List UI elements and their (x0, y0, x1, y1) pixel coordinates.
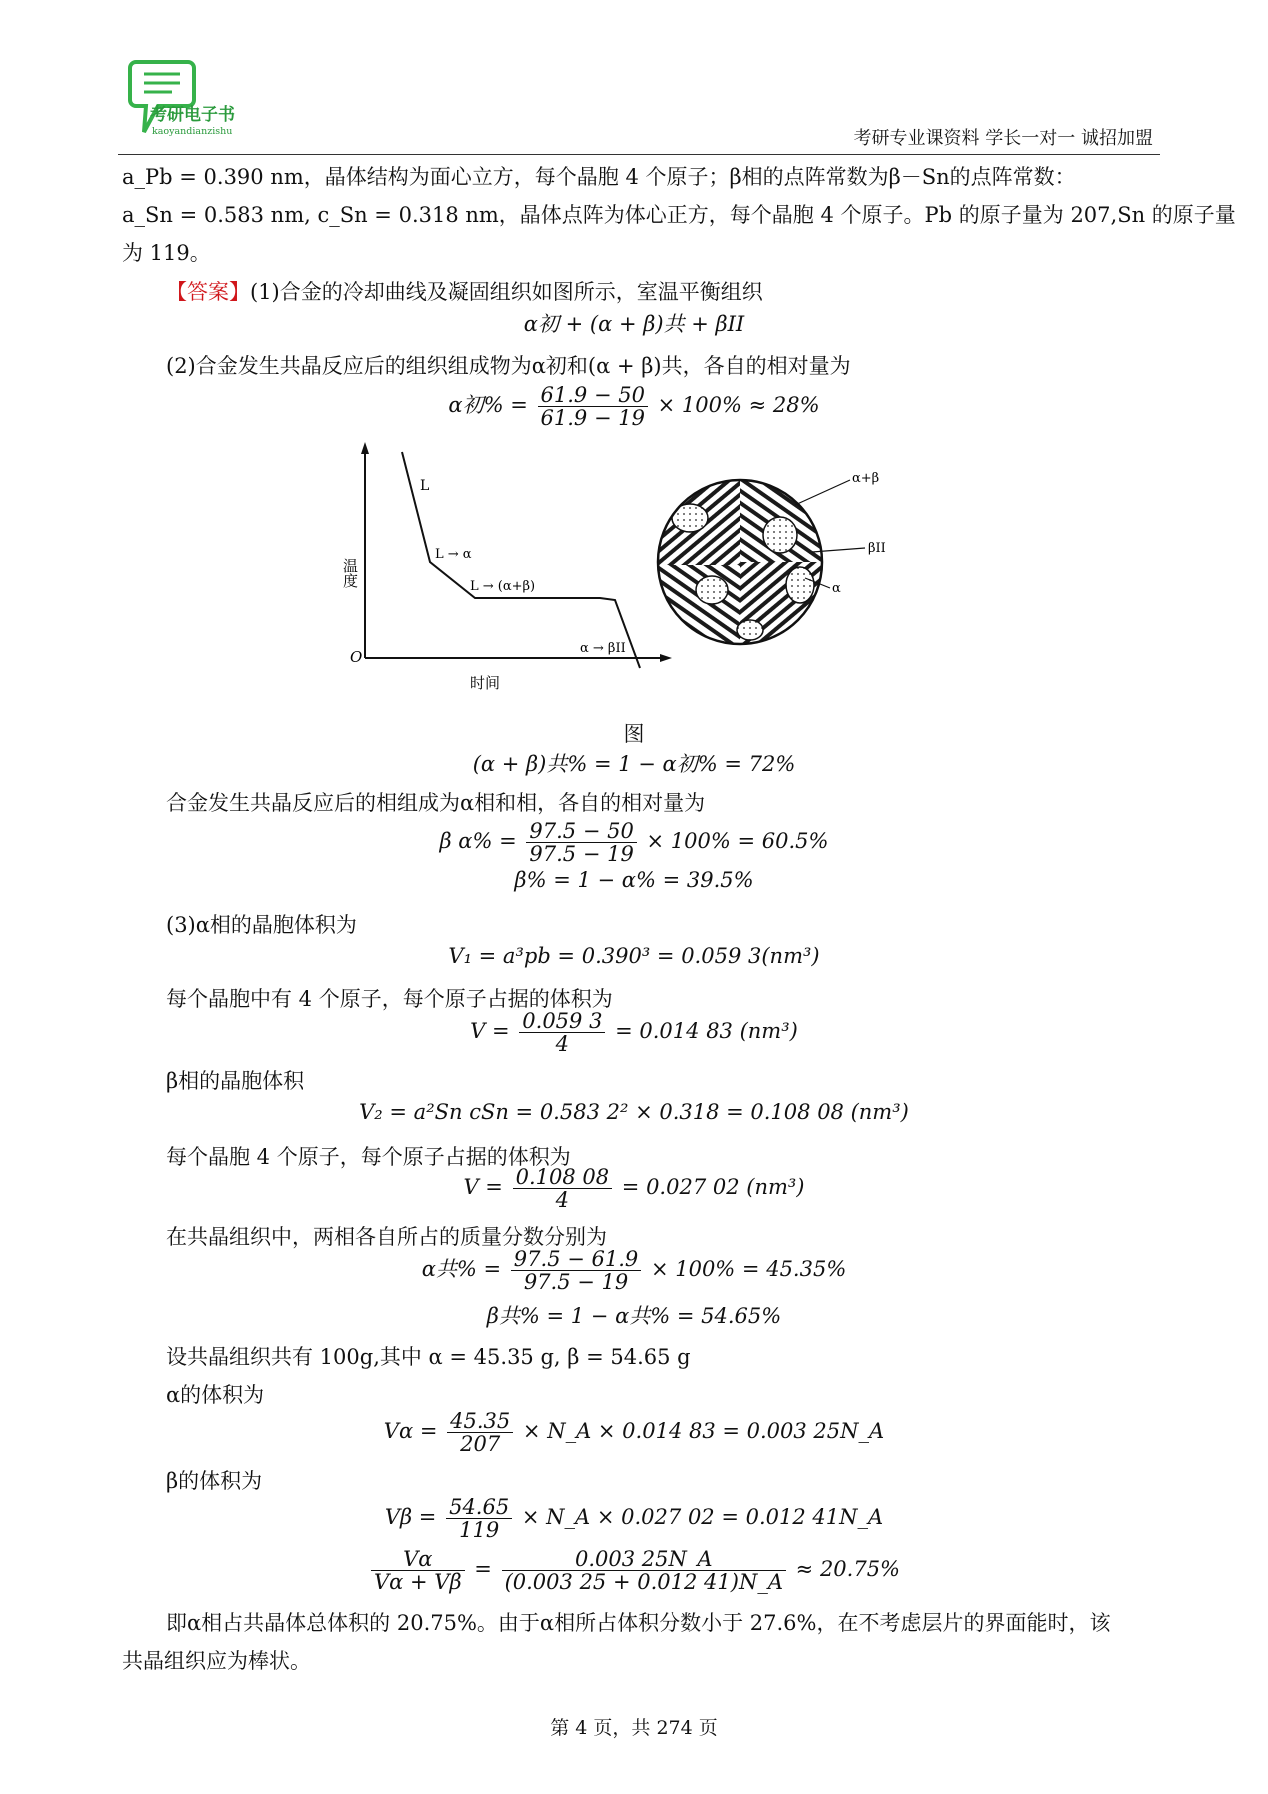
x-axis-label: 时间 (470, 674, 501, 692)
header-tagline: 考研专业课资料 学长一对一 诚招加盟 (853, 128, 1153, 149)
micro-label-eutectic: α+β (852, 471, 880, 486)
text-line-3: 为 119。 (122, 241, 211, 265)
text-line-beta-cell: β相的晶胞体积 (166, 1069, 305, 1093)
eq11-lhs: Vα = (383, 1419, 438, 1443)
eq3-rhs: × 100% = 60.5% (646, 829, 829, 853)
eq9-rhs: × 100% = 45.35% (650, 1257, 847, 1281)
eq11-rhs: × N_A × 0.014 83 = 0.003 25N_A (522, 1419, 885, 1443)
text-line-alpha-volume: α的体积为 (166, 1383, 265, 1407)
eq13-rhs: ≈ 20.75% (795, 1557, 901, 1581)
text-line-conclusion-1: 即α相占共晶体总体积的 20.75%。由于α相所占体积分数小于 27.6%，在不考虑层片的界面能时，该 (166, 1611, 1111, 1635)
eq11-denominator: 207 (460, 1432, 501, 1456)
equation-alpha-eutectic (0, 1248, 1268, 1293)
text-line-part2: (2)合金发生共晶反应后的组织组成物为α初和(α + β)共，各自的相对量为 (166, 354, 851, 378)
equation-beta-alpha (0, 820, 1268, 865)
eq12-denominator: 119 (459, 1518, 500, 1542)
equation-beta-eutectic: β共% = 1 − α共% = 54.65% (486, 1304, 782, 1328)
eq3-numerator: 97.5 − 50 (526, 820, 636, 843)
equation-v-beta-atom (0, 1166, 1268, 1211)
equation-v1: V₁ = a³pb = 0.390³ = 0.059 3(nm³) (448, 944, 820, 968)
brand-name: 考研电子书 (150, 105, 235, 125)
eq9-denominator: 97.5 − 19 (523, 1270, 629, 1294)
equation-v-alpha-atom (0, 1010, 1268, 1055)
microstructure-image (650, 470, 886, 662)
eq13-right-numerator: 0.003 25N_A (502, 1548, 786, 1571)
brand-pinyin: kaoyandianzishu (152, 126, 233, 137)
figure-caption: 图 (623, 722, 645, 746)
text-line-atoms-1: 每个晶胞中有 4 个原子，每个原子占据的体积为 (166, 987, 613, 1011)
equation-alpha-primary (0, 384, 1268, 429)
eq8-lhs: V = (463, 1175, 503, 1199)
answer-line (166, 273, 1160, 311)
text-line-mass-fraction: 在共晶组织中，两相各自所占的质量分数分别为 (166, 1225, 607, 1249)
text-line-1: a_Pb = 0.390 nm，晶体结构为面心立方，每个晶胞 4 个原子；β相的点阵常数为β－Sn的点阵常数： (122, 165, 1076, 189)
equation-v2: V₂ = a²Sn cSn = 0.583 2² × 0.318 = 0.108 08 (nm³) (359, 1100, 909, 1124)
equation-v-beta (0, 1496, 1268, 1541)
micro-label-alpha: α (832, 581, 841, 596)
eq13-right-denominator: (0.003 25 + 0.012 41)N_A (504, 1570, 783, 1594)
curve-label-L-alpha: L → α (435, 547, 472, 562)
eq1-numerator: 61.9 − 50 (538, 384, 648, 407)
brand-logo (128, 58, 278, 150)
eq8-denominator: 4 (555, 1188, 570, 1212)
text-line-phase: 合金发生共晶反应后的相组成为α相和相，各自的相对量为 (166, 791, 706, 815)
text-line-atoms-2: 每个晶胞 4 个原子，每个原子占据的体积为 (166, 1145, 571, 1169)
eq8-rhs: = 0.027 02 (nm³) (621, 1175, 805, 1199)
curve-label-alpha-beta: α → βII (580, 641, 626, 656)
origin-label: O (350, 648, 363, 666)
eq8-numerator: 0.108 08 (513, 1166, 613, 1189)
equation-eutectic-fraction: (α + β)共% = 1 − α初% = 72% (472, 752, 796, 776)
eq12-numerator: 54.65 (446, 1496, 512, 1519)
y-axis-label: 温度 (341, 558, 359, 588)
equilibrium-structure: α初 + (α + β)共 + βII (523, 312, 745, 336)
answer-text: (1)合金的冷却曲线及凝固组织如图所示，室温平衡组织 (250, 280, 763, 304)
text-line-2: a_Sn = 0.583 nm, c_Sn = 0.318 nm，晶体点阵为体心正方，每个晶胞 4 个原子。Pb 的原子量为 207,Sn 的原子量 (122, 203, 1236, 227)
text-line-beta-volume: β的体积为 (166, 1469, 263, 1493)
equation-v-alpha (0, 1410, 1268, 1455)
answer-tag: 【答案】 (166, 280, 250, 304)
eq1-rhs: × 100% ≈ 28% (657, 393, 820, 417)
eq12-lhs: Vβ = (384, 1505, 437, 1529)
eq6-lhs: V = (470, 1019, 510, 1043)
eq6-rhs: = 0.014 83 (nm³) (615, 1019, 798, 1043)
curve-label-L-eutectic: L → (α+β) (470, 579, 536, 594)
eq1-denominator: 61.9 − 19 (540, 406, 645, 430)
eq3-denominator: 97.5 − 19 (529, 842, 634, 866)
micro-label-beta-ii: βII (868, 541, 886, 556)
page-footer: 第 4 页，共 274 页 (550, 1717, 718, 1739)
eq9-lhs: α共% = (421, 1257, 502, 1281)
curve-label-L: L (420, 478, 430, 494)
eq3-lhs: β α% = (439, 829, 517, 853)
header-divider (118, 154, 1160, 155)
eq1-lhs: α初% = (448, 393, 528, 417)
equation-volume-ratio: $\frac{V\alpha}{V\alpha + V\beta}$ = $\frac{0.003 25N\_A}{(0.003 25 + 0.012 41)N\_A}$ ≈ 20.75% (0, 1548, 1268, 1593)
eq11-numerator: 45.35 (447, 1410, 513, 1433)
eq9-numerator: 97.5 − 61.9 (511, 1248, 641, 1271)
text-line-conclusion-2: 共晶组织应为棒状。 (122, 1649, 311, 1673)
cooling-curve-plot (341, 442, 672, 692)
equation-beta-fraction: β% = 1 − α% = 39.5% (514, 868, 754, 892)
text-line-assume: 设共晶组织共有 100g,其中 α = 45.35 g, β = 54.65 g (166, 1345, 691, 1369)
eq6-numerator: 0.059 3 (519, 1010, 605, 1033)
eq13-left-denominator: Vα + Vβ (373, 1570, 462, 1594)
eq12-rhs: × N_A × 0.027 02 = 0.012 41N_A (521, 1505, 884, 1529)
figure-cooling-curve-and-microstructure (340, 440, 1000, 700)
text-line-part3: (3)α相的晶胞体积为 (166, 913, 357, 937)
eq13-left-numerator: Vα (371, 1548, 465, 1571)
eq6-denominator: 4 (555, 1032, 570, 1056)
